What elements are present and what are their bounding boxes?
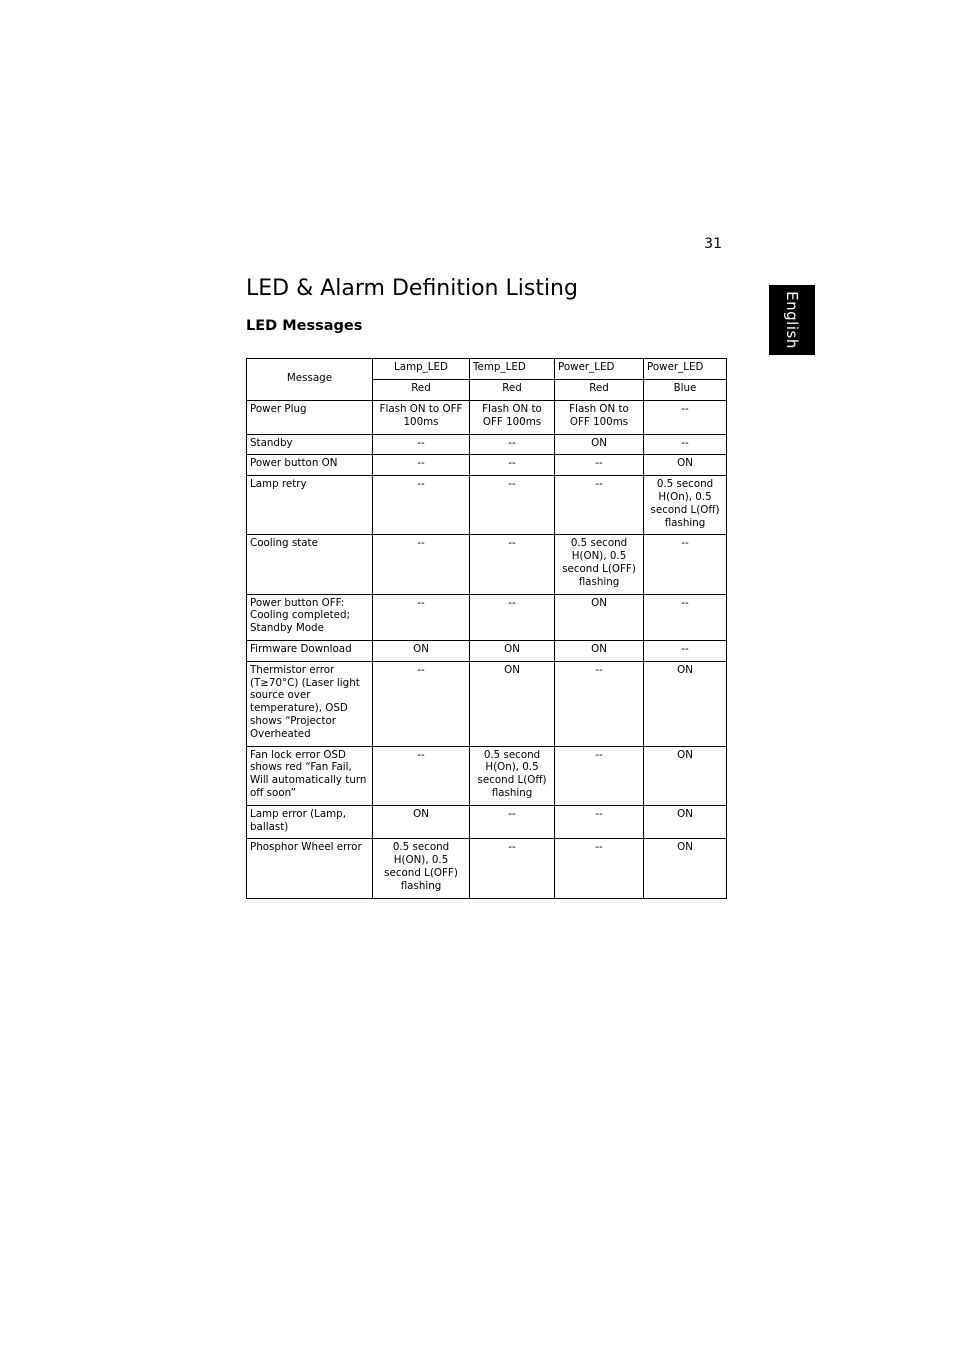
table-cell: -- — [470, 434, 555, 455]
column-color: Red — [555, 380, 644, 401]
table-row — [247, 839, 727, 898]
row-message: Cooling state — [247, 535, 373, 594]
table-row — [247, 476, 727, 535]
table-cell: -- — [644, 434, 727, 455]
row-message: Power Plug — [247, 401, 373, 435]
row-message: Phosphor Wheel error — [247, 839, 373, 898]
table-cell: 0.5 second H(ON), 0.5 second L(OFF) flashing — [555, 535, 644, 594]
row-message: Firmware Download — [247, 640, 373, 661]
table-cell: -- — [644, 535, 727, 594]
table-cell: -- — [373, 746, 470, 805]
column-color: Red — [470, 380, 555, 401]
row-message: Fan lock error OSD shows red “Fan Fail, Will automatically turn off soon” — [247, 746, 373, 805]
table-cell: -- — [644, 640, 727, 661]
table-cell: Flash ON to OFF 100ms — [555, 401, 644, 435]
table-cell: ON — [373, 805, 470, 839]
table-cell: -- — [373, 434, 470, 455]
table-row — [247, 594, 727, 640]
table-cell: -- — [555, 805, 644, 839]
page-title: LED & Alarm Definition Listing — [246, 276, 578, 301]
table-cell: ON — [555, 640, 644, 661]
table-cell: ON — [470, 640, 555, 661]
table-row — [247, 535, 727, 594]
page-number: 31 — [704, 236, 722, 252]
row-message: Thermistor error (T≥70°C) (Laser light source over temperature), OSD shows “Projector Overheated — [247, 661, 373, 746]
table-cell: ON — [644, 805, 727, 839]
row-message: Power button OFF: Cooling completed; Standby Mode — [247, 594, 373, 640]
table-cell: -- — [555, 455, 644, 476]
table-cell: ON — [644, 839, 727, 898]
table-cell: ON — [555, 434, 644, 455]
table-cell: -- — [555, 839, 644, 898]
table-cell: -- — [644, 594, 727, 640]
table-cell: -- — [373, 661, 470, 746]
language-tab — [769, 285, 815, 355]
table-header-row — [247, 359, 727, 380]
column-header: Power_LED — [555, 359, 644, 380]
table-cell: -- — [373, 476, 470, 535]
table-cell: -- — [373, 594, 470, 640]
led-messages-table — [246, 358, 727, 899]
table-cell: ON — [373, 640, 470, 661]
table-cell: -- — [555, 661, 644, 746]
table-cell: -- — [644, 401, 727, 435]
table-row — [247, 401, 727, 435]
table-cell: -- — [373, 535, 470, 594]
table-cell: -- — [470, 455, 555, 476]
table-cell: -- — [470, 594, 555, 640]
table-cell: ON — [644, 455, 727, 476]
row-message: Standby — [247, 434, 373, 455]
message-column-header: Message — [247, 359, 373, 401]
table-cell: -- — [555, 746, 644, 805]
table-cell: ON — [470, 661, 555, 746]
table-row — [247, 805, 727, 839]
table-cell: ON — [644, 661, 727, 746]
row-message: Lamp error (Lamp, ballast) — [247, 805, 373, 839]
row-message: Power button ON — [247, 455, 373, 476]
table-cell: -- — [470, 839, 555, 898]
table-row — [247, 746, 727, 805]
section-title: LED Messages — [246, 318, 363, 334]
table-cell: Flash ON to OFF 100ms — [470, 401, 555, 435]
table-row — [247, 640, 727, 661]
table-row — [247, 661, 727, 746]
column-color: Red — [373, 380, 470, 401]
table-cell: Flash ON to OFF 100ms — [373, 401, 470, 435]
column-header: Lamp_LED — [373, 359, 470, 380]
table-cell: 0.5 second H(ON), 0.5 second L(OFF) flashing — [373, 839, 470, 898]
table-cell: ON — [644, 746, 727, 805]
column-color: Blue — [644, 380, 727, 401]
table-row — [247, 455, 727, 476]
table-cell: ON — [555, 594, 644, 640]
table-cell: 0.5 second H(On), 0.5 second L(Off) flashing — [470, 746, 555, 805]
table-row — [247, 434, 727, 455]
table-cell: -- — [470, 805, 555, 839]
table-cell: -- — [555, 476, 644, 535]
language-tab-label: English — [783, 291, 802, 349]
table-cell: -- — [470, 476, 555, 535]
table-cell: -- — [470, 535, 555, 594]
table-cell: 0.5 second H(On), 0.5 second L(Off) flashing — [644, 476, 727, 535]
row-message: Lamp retry — [247, 476, 373, 535]
column-header: Power_LED — [644, 359, 727, 380]
table-cell: -- — [373, 455, 470, 476]
column-header: Temp_LED — [470, 359, 555, 380]
